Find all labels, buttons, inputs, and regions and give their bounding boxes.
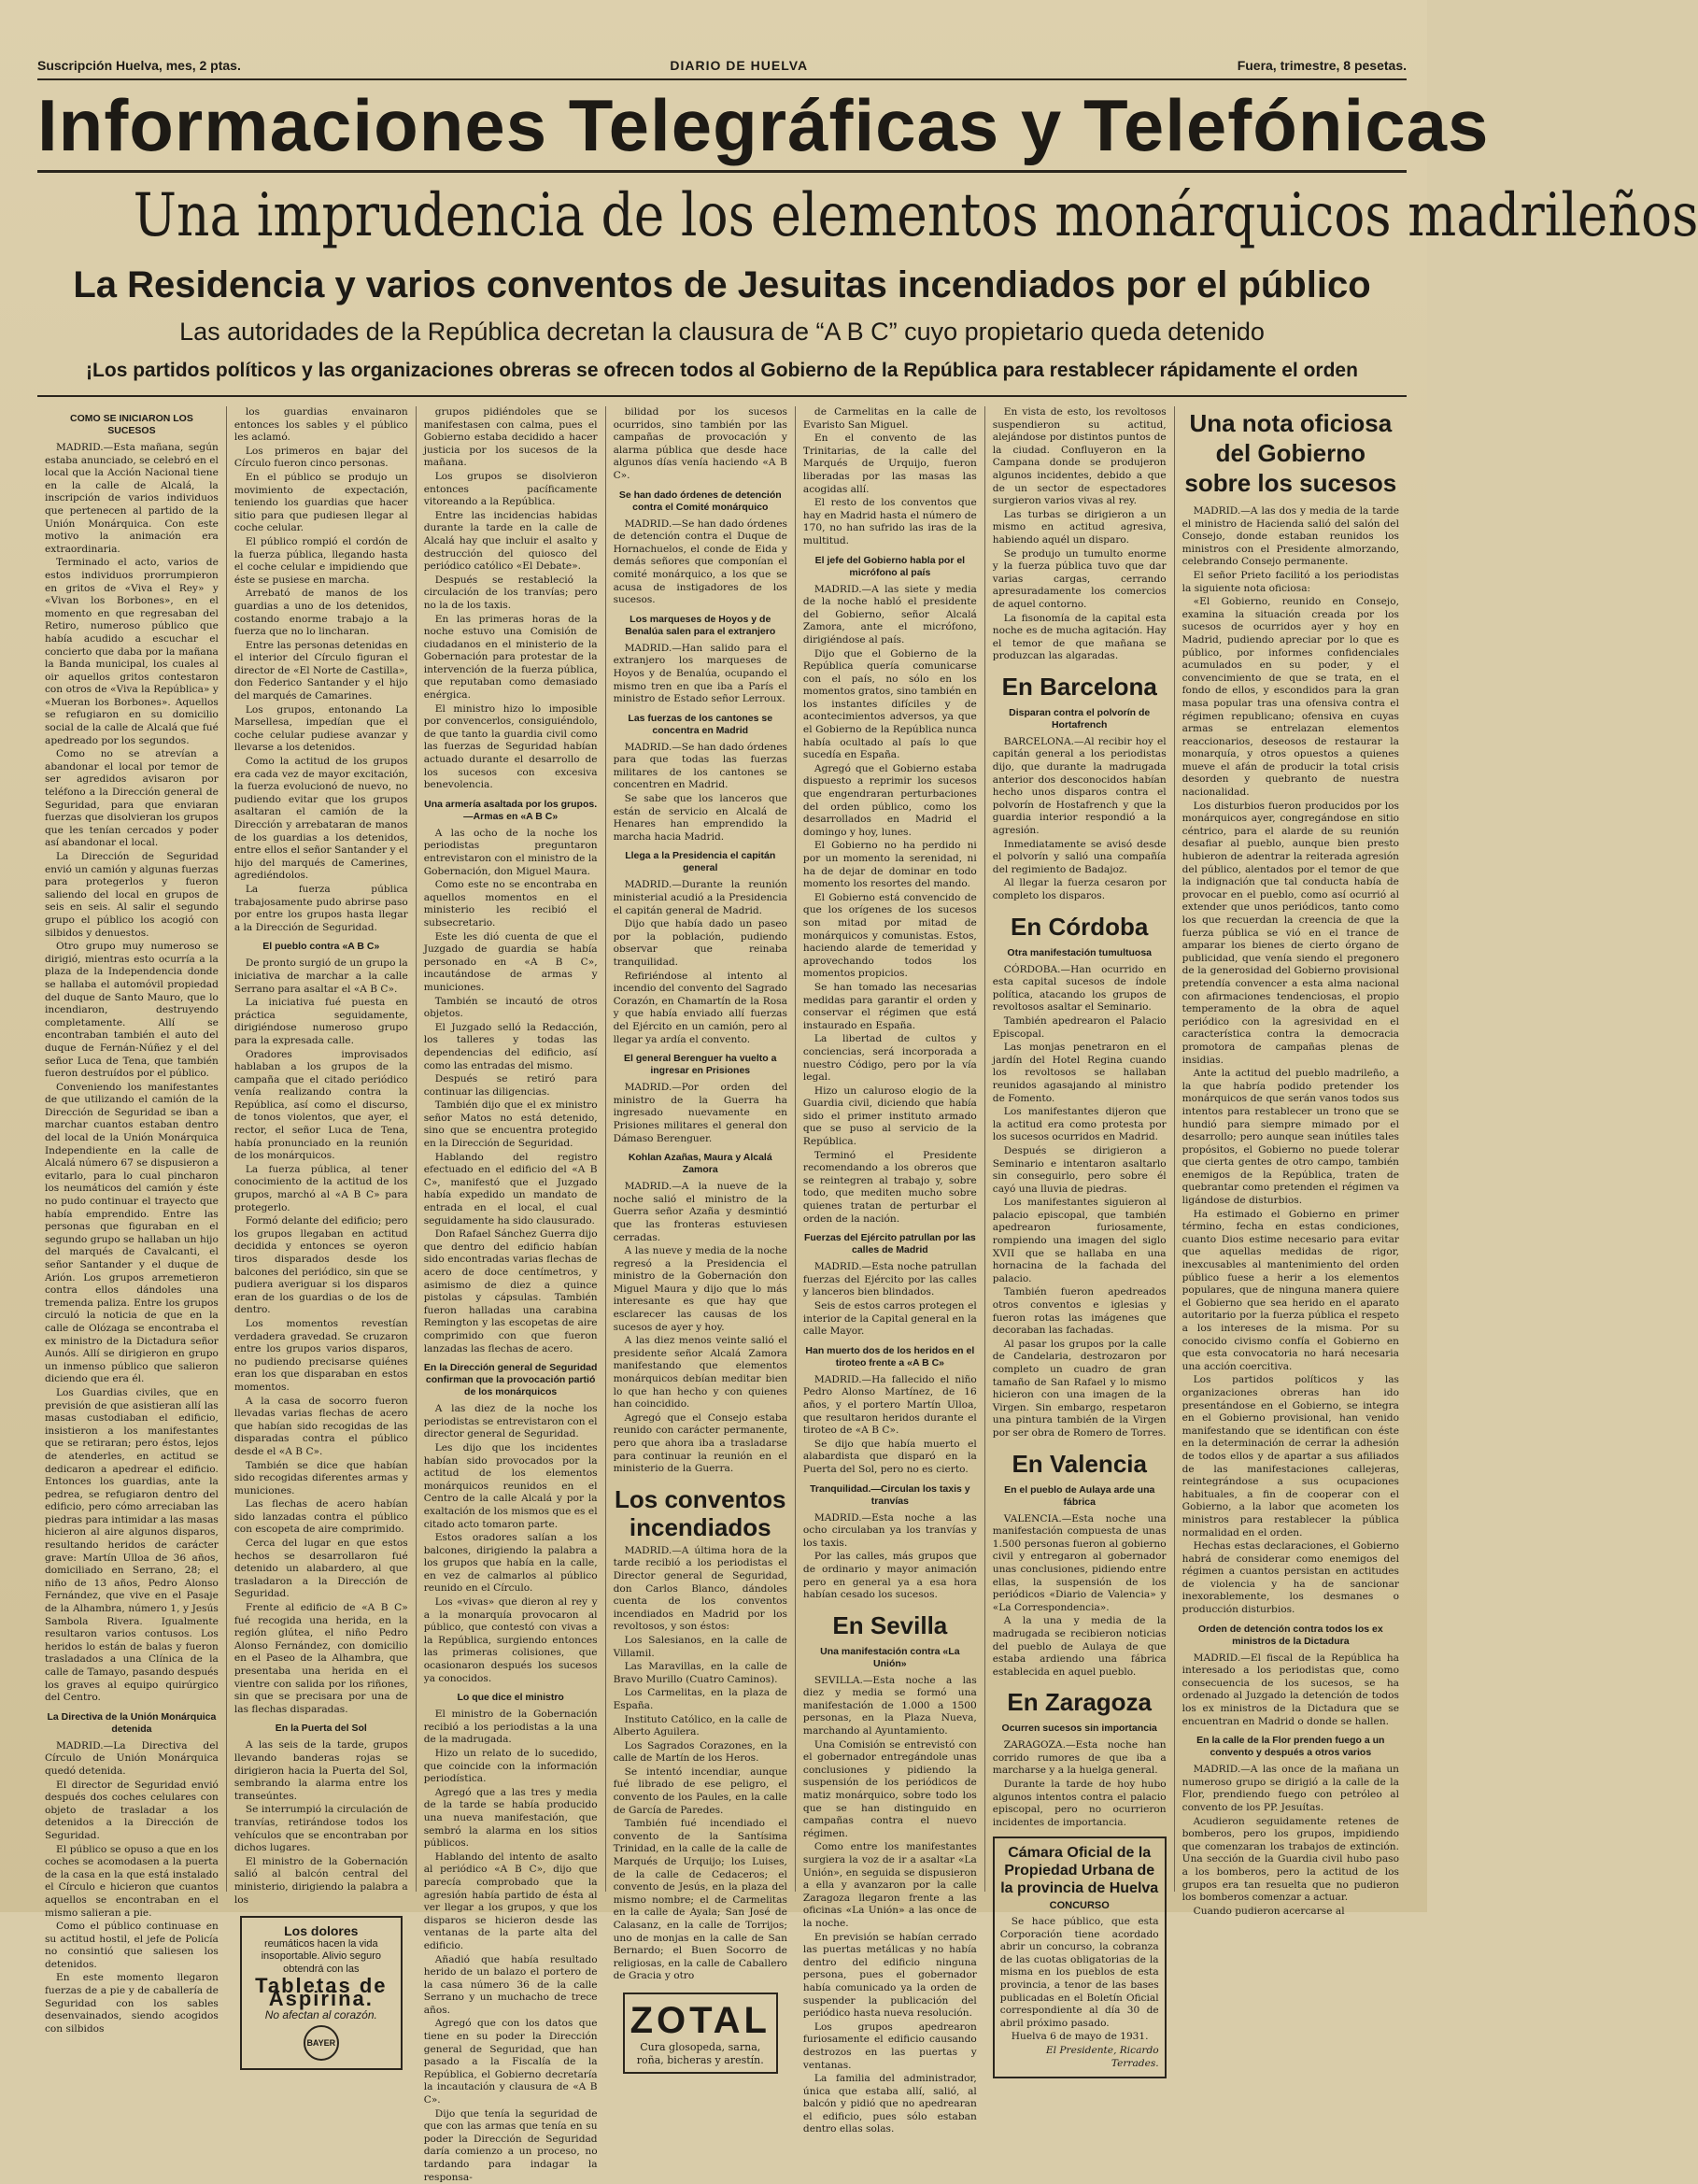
ad-text: Cura glosopeda, sarna, roña, bicheras y arestín. xyxy=(636,2040,764,2066)
paragraph: Agregó que a las tres y media de la tarde se había producido una nueva manifestación, que sembró la alarma en los sitios públicos. xyxy=(423,1786,598,1850)
paragraph: El público se opuso a que en los coches se acomodasen a la puerta de la casa en la que está instalado el Círculo e hicieron que cuantos aquellos se encontraban en el mismo salieran a pie. xyxy=(45,1843,219,1919)
paragraph: SEVILLA.—Esta noche a las diez y media se formó una manifestación de 1.000 a 1500 personas, en la Plaza Nueva, marchando al Ayuntamiento. xyxy=(802,1674,977,1737)
subheading: Las fuerzas de los cantones se concentra en Madrid xyxy=(628,712,773,736)
paragraph: Después se restableció la circulación de los tranvías; pero no la de los taxis. xyxy=(423,574,598,611)
section-heading: En Sevilla xyxy=(832,1610,948,1639)
paragraph: También fueron apedreados otros conventos e iglesias y fueron rotas las imágenes que decoraban las fachadas. xyxy=(992,1286,1167,1337)
paragraph: Como el público continuase en su actitud hostil, el jefe de Policía no consintió que saliesen los detenidos. xyxy=(45,1921,219,1970)
subheading: Disparan contra el polvorín de Hortafrench xyxy=(1009,706,1151,730)
subheading: Otra manifestación tumultuosa xyxy=(1007,946,1153,958)
subheading: Llega a la Presidencia el capitán general xyxy=(625,850,776,874)
subheading: Orden de detención contra todos los ex ministros de la Dictadura xyxy=(1197,1623,1383,1647)
column-3 xyxy=(417,406,606,2183)
paragraph: MADRID.—A las siete y media de la noche habló el presidente del Gobierno, señor Alcalá Zamora, ante el micrófono, dirigiéndose al país. xyxy=(802,583,977,645)
column-2 xyxy=(227,406,417,2049)
paragraph: Entre las personas detenidas en el interior del Círculo figuran el director de «El Norte de Castilla», don Federico Santander y el hijo del marqués de Camarines. xyxy=(233,639,408,702)
paragraph: La fuerza pública, al tener conocimiento de la actitud de los grupos, marchó al «A B C» para protegerlo. xyxy=(233,1163,408,1213)
subheading: Kohlan Azañas, Maura y Alcalá Zamora xyxy=(628,1152,772,1176)
paragraph: A las ocho de la noche los periodistas preguntaron entrevistaron con el ministro de la Gobernación, don Miguel Maura. xyxy=(423,827,598,877)
paragraph: Como la actitud de los grupos era cada vez de mayor excitación, la fuerza evolucionó de nuevo, no pudiendo evitar que los grupos asaltaran el camión de la Dirección y arrebataran de manos de los guardias a los detenidos, entre ellos el señor Santander y el hijo del marqués de Camerines, agrediéndolos. xyxy=(233,756,408,882)
paragraph: Ante la actitud del pueblo madrileño, a la que habría podido pretender los monárquicos de que serán vanos todos sus intentos para restablecer un trono que se hundió para siempre mimado por el desarrollo; pero aunque sean inútiles tales propósitos, el Gobierno no puede tolerar que cierta gentes de otro campo, también enemigos de la República, traten de quebrantar como pretenden el régimen va ligándose de disturbios. xyxy=(1182,1068,1399,1207)
paragraph: Frente al edificio de «A B C» fué recogida una herida, en la región glútea, el niño Pedro Alonso Fernández, con domicilio en el Paseo de la Alhambra, que presentaba una herida en el vientre con salida por los riñones, sin que se precisara por una de las flechas disparadas. xyxy=(233,1602,408,1715)
paragraph: Cerca del lugar en que estos hechos se desarrollaron fué detenido un alabardero, al que trasladaron a la Dirección de Seguridad. xyxy=(233,1538,408,1600)
paragraph: Se produjo un tumulto enorme y la fuerza pública tuvo que dar varias cargas, cerrando apresuradamente los comercios de aquel contorno. xyxy=(992,547,1167,610)
newspaper-name: DIARIO DE HUELVA xyxy=(670,58,809,73)
column-6 xyxy=(985,406,1175,2069)
paragraph: El Juzgado selló la Redacción, los talleres y todas las dependencias del edificio, así como las entradas del mismo. xyxy=(423,1021,598,1071)
paragraph: «El Gobierno, reunido en Consejo, examina la situación creada por los sucesos de ocurridos ayer y hoy en Madrid, pudiendo apreciar por lo que es público, por informes confidenciales acumulados en su poder, y el convencimiento de que se trata, en el fondo de ellos, y escondidos para la gran masa popular tras una ofensiva contra el régimen republicano; ofensiva en cuyas armas se entrelazan elementos reaccionarios, deseosos de restaurar la monarquía, y otros opuestos a quienes mueve el afán de producir la total crisis desorden y quebranto de nuestra nacionalidad. xyxy=(1182,596,1399,799)
paragraph: Al pasar los grupos por la calle de Candelaria, destrozaron por completo un cuadro de gran tamaño de San Rafael y lo mismo hicieron con una imagen de la Virgen. Sin embargo, respetaron una pintura también de la Virgen por ser obra de Romero de Torres. xyxy=(992,1338,1167,1439)
paragraph: MADRID.—A las dos y media de la tarde el ministro de Hacienda salió del salón del Consejo, donde estaban reunidos los ministros con el Presidente almorzando, celebrando Consejo permanente. xyxy=(1182,505,1399,568)
paragraph: Conveniendo los manifestantes de que utilizando el camión de la Dirección de Seguridad se iban a marchar cuantos estaban dentro del local de la Unión Monárquica Independiente en la calle de Alcalá número 67 se dispusieron a evitarlo, para lo cual pincharon los neumáticos del camión y éste no pudo continuar el trayecto que había emprendido. Entre las personas que figuraban en el segundo grupo se hallaban un hijo del marqués de Cavalcanti, el señor Santander y el duque de Arión. Los grupos arremetieron contra ellos dándoles una tremenda paliza. Entre los grupos circuló la noticia de que en la calle de Olózaga se encontraba el ex ministro de la Dictadura señor Aunós. Allí se dirigieron en grupo un inmenso público que salieron diciendo que era él. xyxy=(45,1081,219,1385)
paragraph: Los Sagrados Corazones, en la calle de Martín de los Heros. xyxy=(613,1739,787,1765)
paragraph: Se dijo que había muerto el alabardista que disparó en la Puerta del Sol, pero no es cierto. xyxy=(802,1438,977,1475)
paragraph: Arrebató de manos de los guardias a uno de los detenidos, costando enorme trabajo a la fuerza que no lo lincharan. xyxy=(233,588,408,638)
section-heading: Una nota oficiosa del Gobierno sobre los sucesos xyxy=(1184,409,1397,497)
paragraph: Formó delante del edificio; pero los grupos llegaban en actitud decidida y entonces se oyeron tiros disparados desde los balcones del periódico, sin que se pudiera averiguar si los disparos eran de los guardias o de los de dentro. xyxy=(233,1215,408,1316)
subheading: La Directiva de la Unión Monárquica detenida xyxy=(47,1710,217,1735)
paragraph: Los Carmelitas, en la plaza de España. xyxy=(613,1687,787,1711)
paragraph: La fuerza pública trabajosamente pudo abrirse paso por entre los grupos hasta llegar a la Dirección de Seguridad. xyxy=(233,883,408,933)
paragraph: La fisonomía de la capital esta noche es de mucha agitación. Hay el temor de que mañana se produzcan las algaradas. xyxy=(992,612,1167,662)
paragraph: MADRID.—Por orden del ministro de la Guerra ha ingresado nuevamente en Prisiones militares el general don Dámaso Berenguer. xyxy=(613,1082,787,1144)
section-title: Informaciones Telegráficas y Telefónicas xyxy=(37,82,1407,173)
paragraph: Los grupos, entonando La Marsellesa, impedían que el coche celular pudiese avanzar y llevarse a los detenidos. xyxy=(233,703,408,754)
paragraph: Estos oradores salían a los balcones, dirigiendo la palabra a los grupos que había en la calle, en vez de calmarlos al público reunido en el Círculo. xyxy=(423,1532,598,1595)
paragraph: Agregó que el Consejo estaba reunido con carácter permanente, pero que ahora iba a trasladarse para continuar la reunión en el ministerio de la Guerra. xyxy=(613,1411,787,1475)
paragraph: Los primeros en bajar del Círculo fueron cinco personas. xyxy=(233,445,408,470)
paragraph: También apedrearon el Palacio Episcopal. xyxy=(992,1014,1167,1040)
subheading: COMO SE INICIARON LOS SUCESOS xyxy=(70,413,193,436)
notice-subtitle: CONCURSO xyxy=(1049,1900,1110,1912)
paragraph: Otro grupo muy numeroso se dirigió, mientras esto ocurría a la plaza de la Independencia donde se hallaba el automóvil propiedad del duque de Santo Mauro, que lo incendiaron, destruyendo completamente. Allí se encontraban también el auto del duque de Fernán-Núñez y el del señor Luca de Tena, que también fueron destruídos por el público. xyxy=(45,941,219,1080)
paragraph: Los disturbios fueron producidos por los monárquicos ayer, congregándose en sitio céntrico, para el alarde de su reunión desafiar al pueblo, aunque bien presto hubieron de adentrar la reiterada agresión del público, alentados por el temor de que la indignación que tal conducta había de provocar en el pueblo, como así ocurrió al extender que unos periódicos, tanto como los que recuerdan la creencia de que la fuerza pública se vió en el trance de amparar los bienes de cierto órgano de publicidad, que venía siendo el pregonero de la generosidad del Gobierno provisional pretendía convencer a esta alma nacional con afirmaciones tendenciosas, el propio temperamento de la obra de aquel periódico con la agresividad en el característica contra la democracia promotora de campañas plenas de insidias. xyxy=(1182,800,1399,1066)
paragraph: El Gobierno no ha perdido ni por un momento la serenidad, ni ha de dejar de dominar en todo momento los resortes del mando. xyxy=(802,840,977,890)
column-1 xyxy=(37,406,227,2035)
paragraph: MADRID.—La Directiva del Círculo de Unión Monárquica quedó detenida. xyxy=(45,1739,219,1777)
paragraph: MADRID.—Han salido para el extranjero los marqueses de Hoyos y de Benalúa, ocupando el mismo tren en que iba a París el ministro de Estado señor Lerroux. xyxy=(613,642,787,705)
paragraph: Los «vivas» que dieron al rey y a la monarquía provocaron al público, que contestó con vivas a la República, surgiendo entonces las primeras colisiones, que ocasionaron después los sucesos ya conocidos. xyxy=(423,1596,598,1684)
subheading: El general Berenguer ha vuelto a ingresar en Prisiones xyxy=(624,1053,777,1077)
paragraph: A las seis de la tarde, grupos llevando banderas rojas se dirigieron hacia la Puerta del Sol, sembrando la alarma entre los transeúntes. xyxy=(233,1739,408,1802)
paragraph: La libertad de cultos y conciencias, será incorporada a nuestro Código, pero por la vía legal. xyxy=(802,1033,977,1084)
paragraph: Los partidos políticos y las organizaciones obreras han ido presentándose en el Gobierno, se integra en el Gobierno provisional, han venido manifestando que se identifican con éste en la determinación de cerrar la adhesión de todos ellos y de apartar a sus afiliados de las manifestaciones callejeras, reintegrándose a sus ocupaciones habituales, a fin de cooperar con el Gobierno, a la labor que acometen los ministros para restablecer la pública normalidad en el orden. xyxy=(1182,1374,1399,1539)
ad-text: reumáticos hacen la vida insoportable. Alivio seguro obtendrá con las xyxy=(261,1937,381,1975)
paragraph: ZARAGOZA.—Esta noche han corrido rumores de que iba a marcharse y a la huelga general. xyxy=(992,1739,1167,1777)
masthead xyxy=(37,56,1407,80)
paragraph: Acudieron seguidamente retenes de bomberos, pero los grupos, impidiendo que comenzaran los trabajos de extinción. Una sección de la Guardia civil hubo paso a los bomberos, pero la actitud de los grupos era tan resuelta que no pudieron los bomberos comenzar a actuar. xyxy=(1182,1815,1399,1904)
section-heading: En Barcelona xyxy=(1001,672,1157,701)
paragraph: Agregó que el Gobierno estaba dispuesto a reprimir los sucesos que engendraran perturbaciones del orden público, como los desarrollados en Madrid el domingo y hoy, lunes. xyxy=(802,762,977,838)
paragraph: MADRID.—Ha fallecido el niño Pedro Alonso Martínez, de 16 años, y el portero Martín Ulloa, que resultaron heridos durante el tiroteo de «A B C». xyxy=(802,1373,977,1437)
column-4 xyxy=(606,406,796,2066)
paragraph: En las primeras horas de la noche estuvo una Comisión de ciudadanos en el ministerio de la Gobernación para protestar de la intervención de la fuerza pública, que reputaban como demasiado enérgica. xyxy=(423,613,598,702)
paragraph: Al llegar la fuerza cesaron por completo los disparos. xyxy=(992,877,1167,901)
headline-quaternary: ¡Los partidos políticos y las organizaciones obreras se ofrecen todos al Gobierno de la República para restablecer rápidamente el orden xyxy=(37,352,1407,397)
paragraph: Don Rafael Sánchez Guerra dijo que dentro del edificio habían sido encontradas varias flechas de acero de doce centímetros, y asimismo de diez a quince pistolas y cápsulas. También fueron halladas una carabina Remington y las escopetas de aire comprimido con que fueron lanzadas las flechas de acero. xyxy=(423,1228,598,1354)
paragraph: Los momentos revestían verdadera gravedad. Se cruzaron entre los grupos varios disparos, no pudiendo precisarse quiénes eran los que disparaban en estos momentos. xyxy=(233,1317,408,1393)
paragraph: En el convento de las Trinitarias, de la calle del Marqués de Urquijo, fueron liberadas por las masas las acogidas allí. xyxy=(802,433,977,495)
notice-date: Huelva 6 de mayo de 1931. xyxy=(1011,2031,1149,2043)
subheading: El pueblo contra «A B C» xyxy=(262,941,380,953)
paragraph: El ministro hizo lo imposible por convencerlos, consiguiéndolo, de que tanto la guardia civil como las fuerzas de Seguridad habían actuado durante el desarrollo de los sucesos con excesiva benevolencia. xyxy=(423,702,598,791)
subheading: Fuerzas del Ejército patrullan por las calles de Madrid xyxy=(803,1232,976,1256)
paragraph: El público rompió el cordón de la fuerza pública, llegando hasta el coche celular e impidiendo que éste se pusiese en marcha. xyxy=(233,535,408,586)
paragraph: Entre las incidencias habidas durante la tarde en la calle de Alcalá hay que incluir el asalto y destrucción del quiosco del periódico católico «El Debate». xyxy=(423,509,598,573)
paragraph: Seis de estos carros protegen el interior de la Capital general en la calle Mayor. xyxy=(802,1300,977,1338)
paragraph: El Gobierno está convencido de que los orígenes de los sucesos son mitad por mitad de monárquicos y comunistas. Estos, haciendo alarde de temeridad y aprovechando todos los momentos propicios. xyxy=(802,891,977,980)
paragraph: Dijo que tenía la seguridad de que con las armas que tenía en su poder la Dirección de Seguridad daría comienzo a un proceso, no tardando para indagar la responsa- xyxy=(423,2107,598,2183)
paragraph: Hechas estas declaraciones, el Gobierno habrá de considerar como enemigos del régimen a cuantos persistan en actitudes de violencia y ha de sancionar inexorablemente, los desmanes o producción disturbios. xyxy=(1182,1540,1399,1616)
paragraph: Los Salesianos, en la calle de Villamil. xyxy=(613,1634,787,1659)
paragraph: Las turbas se dirigieron a un mismo en actitud agresiva, habiendo aquél un disparo. xyxy=(992,508,1167,546)
paragraph: Las monjas penetraron en el jardín del Hotel Regina cuando los revoltosos se hallaban reunidos agasajando al ministro de Fomento. xyxy=(992,1042,1167,1104)
zotal-advertisement xyxy=(623,1993,778,2074)
paragraph: Les dijo que los incidentes habían sido provocados por la actitud de los elementos monárquicos reunidos en el Centro de la calle Alcalá y por la exaltación de los mismos que es el citado acto tomaron parte. xyxy=(423,1441,598,1530)
paragraph: En este momento llegaron fuerzas de a pie y de caballería de Seguridad con los sables desenvainados, siendo acogidos con silbidos xyxy=(45,1972,219,2035)
subheading: Una armería asaltada por los grupos.—Armas en «A B C» xyxy=(424,798,598,822)
paragraph: MADRID.—Se han dado órdenes de detención contra el Duque de Hornachuelos, el conde de Eida y demás señores que componían el comité monárquico, a los que se acusa de instigadores de los sucesos. xyxy=(613,518,787,606)
aspirin-advertisement xyxy=(240,1916,403,2070)
section-heading: En Córdoba xyxy=(1011,912,1149,941)
paragraph: El resto de los conventos que hay en Madrid hasta el número de 170, no han sufrido las iras de la multitud. xyxy=(802,497,977,546)
column-5 xyxy=(796,406,985,2135)
headline-tertiary: Las autoridades de la República decretan la clausura de “A B C” cuyo propietario queda detenido xyxy=(179,318,1265,346)
section-heading: Los conventos incendiados xyxy=(615,1484,786,1541)
column-7 xyxy=(1175,406,1407,1917)
paragraph: BARCELONA.—Al recibir hoy el capitán general a los periodistas dijo, que durante la madrugada anterior dos desconocidos habían hecho unos disparos contra el polvorín de Hostafrench y que la guardia interior respondió a la agresión. xyxy=(992,735,1167,837)
paragraph: de Carmelitas en la calle de Evaristo San Miguel. xyxy=(802,406,977,431)
paragraph: MADRID.—Esta noche patrullan fuerzas del Ejército por las calles y lanceros bien blindados. xyxy=(802,1261,977,1298)
headline-primary: Una imprudencia de los elementos monárquicos madrileños xyxy=(133,181,1698,250)
paragraph: Los grupos apedrearon furiosamente el edificio causando destrozos en las puertas y ventanas. xyxy=(802,2021,977,2071)
paragraph: Hablando del intento de asalto al periódico «A B C», dijo que parecía comprobado que la agresión había partido de ésta al ver llegar a los grupos, y que los disparos se hicieron desde las ventanas de la parte alta del edificio. xyxy=(423,1851,598,1951)
paragraph: Añadió que había resultado herido de un balazo el portero de la casa número 36 de la calle Serrano y un muchacho de trece años. xyxy=(423,1953,598,2016)
paragraph: Los manifestantes siguieron al palacio episcopal, que también apedrearon furiosamente, rompiendo una imagen del siglo XVII que se hallaba en una hornacina de la fachada del palacio. xyxy=(992,1197,1167,1284)
paragraph: En previsión se habían cerrado las puertas metálicas y no había dentro del edificio ninguna persona, pues el gobernador había comunicado ya la orden de suspender la publicación del periódico hasta nueva resolución. xyxy=(802,1931,977,2020)
paragraph: A las diez menos veinte salió el presidente señor Alcalá Zamora manifestando que elementos monárquicos debían meditar bien lo que han hecho y con quienes han coincidido. xyxy=(613,1335,787,1411)
paragraph: El ministro de la Gobernación recibió a los periodistas a la una de la madrugada. xyxy=(423,1709,598,1746)
paragraph: Refiriéndose al intento al incendio del convento del Sagrado Corazón, en Chamartín de la Rosa y que había enviado allí fuerzas del Ejército en un camión, pero al llegar ya ardía el convento. xyxy=(613,970,787,1045)
paragraph: Se interrumpió la circulación de tranvías, retirándose todos los vehículos que se encontraban por dichos lugares. xyxy=(233,1804,408,1854)
paragraph: El ministro de la Gobernación salió al balcón central del ministerio, dirigiendo la palabra a los xyxy=(233,1855,408,1906)
ad-brand: ZOTAL xyxy=(630,1999,771,2041)
paragraph: También se dice que habían sido recogidas diferentes armas y municiones. xyxy=(233,1459,408,1496)
paragraph: La familia del administrador, única que estaba allí, salió, al balcón y pidió que no apedrearan el edificio, pues sólo estaban dentro ellas solas. xyxy=(802,2073,977,2135)
subheading: El jefe del Gobierno habla por el micrófono al país xyxy=(814,554,966,578)
paragraph: MADRID.—A última hora de la tarde recibió a los periodistas el Director general de Seguridad, don Carlos Blanco, dándoles cuenta de los conventos incendiados en Madrid por los revoltosos, y son éstos: xyxy=(613,1544,787,1633)
paragraph: Se han tomado las necesarias medidas para garantir el orden y conservar el régimen que está instaurado en España. xyxy=(802,981,977,1031)
subheading: Tranquilidad.—Circulan los taxis y tranvías xyxy=(810,1482,970,1507)
paragraph: A la casa de socorro fueron llevadas varias flechas de acero que habían sido recogidas de las disparadas contra el público desde el «A B C». xyxy=(233,1395,408,1457)
paragraph: MADRID.—Durante la reunión ministerial acudió a la Presidencia el capitán general de Madrid. xyxy=(613,879,787,916)
headline-secondary: La Residencia y varios conventos de Jesuitas incendiados por el público xyxy=(73,264,1371,305)
paragraph: Durante la tarde de hoy hubo algunos intentos contra el palacio episcopal, pero no ocurrieron incidentes de importancia. xyxy=(992,1779,1167,1828)
subheading: Ocurren sucesos sin importancia xyxy=(1001,1723,1157,1735)
paragraph: los guardias envainaron entonces los sables y el público les aclamó. xyxy=(233,406,408,444)
paragraph: Los Guardias civiles, que en previsión de que asistieran allí las masas custodiaban el edificio, insistieron a los manifestantes que se retiraran; pero éstos, lejos de atenderles, en actitud se dedicaron a apedrear el edificio. Entonces los guardias, ante la pedrea, se refugiaron dentro del edificio, pero cómo arreciaban las piedras para intimidar a las masas hicieron al aire algunos disparos, resultando heridos de carácter grave: Martín Ulloa de 36 años, domiciliado en Serrano, 28; el niño de 13 años, Pedro Alonso Fernández, que vive en el Pasaje de la Alhambra, número 1, y Jesús Sambola Rivera. Igualmente resultaron varios contusos. Los heridos lo están de balas y fueron trasladados a una Clínica de la calle de Tamayo, pasando después los graves al equipo quirúrgico del Centro. xyxy=(45,1386,219,1704)
paragraph: Hizo un relato de lo sucedido, que coincide con la información periodística. xyxy=(423,1748,598,1785)
subheading: En la Puerta del Sol xyxy=(275,1723,367,1735)
subheading: En la Dirección general de Seguridad confirman que la provocación partió de los monárquicos xyxy=(423,1362,598,1398)
paragraph: También dijo que el ex ministro señor Matos no está detenido, sino que se encuentra protegido en la Dirección de Seguridad. xyxy=(423,1099,598,1150)
paragraph: Se sabe que los lanceros que están de servicio en Alcalá de Henares han emprendido la marcha hacia Madrid. xyxy=(613,793,787,843)
paragraph: También fué incendiado el convento de la Santísima Trinidad, en la calle de la calle de Marqués de Urquijo; los Luises, de la calle de Cedaceros; el convento de Jesús, en la plaza del mismo nombre; el de Carmelitas en la calle de Ayala; San José de Calasanz, en la calle de Torrijos; uno de monjas en la calle de San Bernardo; el Buen Socorro de religiosas, en la calle de Caballero de Gracia y otro xyxy=(613,1818,787,1982)
section-heading: En Zaragoza xyxy=(1007,1688,1152,1717)
paragraph: grupos pidiéndoles que se manifestasen con calma, pues el Gobierno estaba decidido a hacer justicia por los sucesos de la mañana. xyxy=(423,406,598,469)
paragraph: En el público se produjo un movimiento de expectación, teniendo los guardias que hacer sitio para que pudiesen llegar al coche celular. xyxy=(233,471,408,534)
paragraph: Oradores improvisados hablaban a los grupos de la campaña que el citado periódico venía realizando contra la República, así como el discurso, de tonos violentos, que ayer, el rector, el señor Luca de Tena, había pronunciado en la reunión de los monárquicos. xyxy=(233,1048,408,1162)
paragraph: MADRID.—Esta mañana, según estaba anunciado, se celebró en el local que la Acción Nacional tiene en la calle de Alcalá, la inscripción de varios individuos que pertenecen al partido de la Unión Monárquica. Con este motivo la animación era extraordinaria. xyxy=(45,442,219,555)
subheading: Los marqueses de Hoyos y de Benalúa salen para el extranjero xyxy=(625,613,776,637)
ad-brand: Tabletas de Aspirina. xyxy=(255,1974,388,2011)
article-columns xyxy=(37,406,1407,2183)
ad-tagline: No afectan al corazón. xyxy=(264,2007,377,2021)
paragraph: El señor Prieto facilitó a los periodistas la siguiente nota oficiosa: xyxy=(1182,569,1399,594)
paragraph: A la una y media de la madrugada se recibieron noticias del pueblo de Aulaya de que estaba ardiendo una fábrica establecida en aquel pueblo. xyxy=(992,1615,1167,1678)
subheading: En la calle de la Flor prenden fuego a un convento y después a otros varios xyxy=(1196,1735,1385,1759)
paragraph: Este les dió cuenta de que el Juzgado de guardia se había personado en «A B C», incautándose de armas y municiones. xyxy=(423,930,598,993)
paragraph: Cuando pudieron acercarse al xyxy=(1193,1905,1345,1917)
paragraph: También se incautó de otros objetos. xyxy=(423,995,598,1020)
paragraph: VALENCIA.—Esta noche una manifestación compuesta de unas 1.500 personas fueron al gobierno civil y entregaron al gobernador unas conclusiones, pidiendo entre ellas, la suspensión de los periódicos «Diario de Valencia» y «La Correspondencia». xyxy=(992,1512,1167,1613)
paragraph: Después se dirigieron a Seminario e intentaron asaltarlo sin conseguirlo, pero sobre él cayó una lluvia de piedras. xyxy=(992,1144,1167,1195)
notice-title: Cámara Oficial de la Propiedad Urbana de la provincia de Huelva xyxy=(1000,1845,1159,1897)
paragraph: Como este no se encontraba en aquellos momentos en el ministerio les recibió el subsecretario. xyxy=(423,879,598,929)
paragraph: MADRID.—Se han dado órdenes para que todas las fuerzas militares de los cantones se concentren en Madrid. xyxy=(613,741,787,791)
paragraph: MADRID.—A la nueve de la noche salió el ministro de la Guerra señor Azaña y desmintió que las fronteras estuviesen cerradas. xyxy=(613,1181,787,1243)
paragraph: Por las calles, más grupos que de ordinario y mayor animación pero en general ya a esa hora habían cesado los sucesos. xyxy=(802,1551,977,1601)
paragraph: Se hace público, que esta Corporación tiene acordado abrir un concurso, la cobranza de las cuotas obligatorias de la misma en los pueblos de esta provincia, a tenor de las bases publicadas en el Boletín Oficial correspondiente al día 30 de abril próximo pasado. xyxy=(999,1916,1159,2029)
paragraph: De pronto surgió de un grupo la iniciativa de marchar a la calle Serrano para asaltar el «A B C». xyxy=(233,957,408,995)
paragraph: Las flechas de acero habían sido lanzadas contra el público con escopeta de aire comprimido. xyxy=(233,1498,408,1536)
paragraph: Después se retiró para continuar las diligencias. xyxy=(423,1073,598,1098)
paragraph: Instituto Católico, en la calle de Alberto Aguilera. xyxy=(613,1713,787,1738)
paragraph: La iniciativa fué puesta en práctica seguidamente, dirigiéndose numeroso grupo para la expresada calle. xyxy=(233,997,408,1046)
chamber-notice xyxy=(993,1837,1167,2078)
paragraph: El director de Seguridad envió después dos coches celulares con objeto de trasladar a los detenidos a la Dirección de Seguridad. xyxy=(45,1779,219,1841)
paragraph: Terminado el acto, varios de estos individuos prorrumpieron en gritos de «Viva el Rey» y «Vivan los Borbones», en el momento en que regresaban del Retiro, numeroso público que había acudido a escuchar el concierto que daba por la mañana la Banda municipal, los cuales al oir aquellos gritos contestaron con otros de «Viva la República» y «Mueran los Borbones». Aquellos se refugiaron en su domicilio social de la calle de Alcalá que fué apedreado por los segundos. xyxy=(45,557,219,746)
paragraph: Como no se atrevían a abandonar el local por temor de ser agredidos avisaron por teléfono a la Dirección general de Seguridad, para que enviaran fuerzas que disolvieran los grupos que les tenían cercados y poder así abandonar el local. xyxy=(45,748,219,849)
subheading: En el pueblo de Aulaya arde una fábrica xyxy=(1004,1483,1155,1508)
paragraph: Hablando del registro efectuado en el edificio del «A B C», manifestó que el Juzgado había expedido un mandato de entrada en el local, el cual seguidamente ha sido clausurado. xyxy=(423,1151,598,1227)
subheading: Lo que dice el ministro xyxy=(457,1692,564,1704)
ad-heading: Los dolores xyxy=(284,1923,359,1939)
paragraph: En vista de esto, los revoltosos suspendieron su actitud, alejándose por distintos puntos de la ciudad. Confluyeron en la Campana donde se produjeron algunos incidentes, debido a que de un sector de espectadores surgieron varios vivas al rey. xyxy=(992,406,1167,507)
paragraph: MADRID.—El fiscal de la República ha interesado a los periodistas que, como consecuencia de los sucesos, se ha ordenado al Juzgado la detención de todos los ex ministros de la Dictadura que se encuentran en Madrid o donde se hallen. xyxy=(1182,1652,1399,1727)
paragraph: Hizo un caluroso elogio de la Guardia civil, diciendo que había sido el primer instituto armado que se puso al servicio de la República. xyxy=(802,1085,977,1148)
paragraph: A las nueve y media de la noche regresó a la Presidencia el ministro de la Gobernación don Miguel Maura y dijo que lo más interesante es que hay que esclarecer las causas de los sucesos de ayer y hoy. xyxy=(613,1245,787,1333)
bayer-cross-logo: BAYER xyxy=(304,2025,339,2061)
paragraph: Se intentó incendiar, aunque fué librado de ese peligro, el convento de los Paules, en la calle de García de Paredes. xyxy=(613,1766,787,1816)
subscription-outside: Fuera, trimestre, 8 pesetas. xyxy=(1237,58,1407,73)
subheading: Han muerto dos de los heridos en el tiroteo frente a «A B C» xyxy=(805,1344,975,1369)
subheading: Una manifestación contra «La Unión» xyxy=(820,1645,960,1669)
paragraph: Dijo que había dado un paseo por la población, pudiendo observar que reinaba tranquilidad. xyxy=(613,918,787,968)
paragraph: Como entre los manifestantes surgiera la voz de ir a asaltar «La Unión», en seguida se dispusieron a ella y avanzaron por la calle Zaragoza llegaron frente a las oficinas «La Unión» a las once de la noche. xyxy=(802,1841,977,1929)
paragraph: MADRID.—Esta noche a las ocho circulaban ya los tranvías y los taxis. xyxy=(802,1511,977,1549)
paragraph: A las diez de la noche los periodistas se entrevistaron con el director general de Seguridad. xyxy=(423,1403,598,1440)
paragraph: MADRID.—A las once de la mañana un numeroso grupo se dirigió a la calle de la Flor, prendiendo fuego con petróleo al convento de los PP. Jesuítas. xyxy=(1182,1764,1399,1813)
section-heading: En Valencia xyxy=(1012,1449,1147,1478)
paragraph: Ha estimado el Gobierno en primer término, fecha en estas condiciones, cuanto Dios estime necesario para evitar que aquellas medidas de rigor, inexcusables al mantenimiento del orden público fuese a herir a los elementos populares, que de ninguna manera quiere el Gobierno que sea herido en el aparato autoritario por la fuerza pública el respeto a los intereses de la misma. Por su conocido civismo confía el Gobierno en que esta convocatoria no hará necesaria una acción coercitiva. xyxy=(1182,1208,1399,1372)
paragraph: Los grupos se disolvieron entonces pacíficamente vitoreando a la República. xyxy=(423,470,598,508)
paragraph: Dijo que el Gobierno de la República quería comunicarse con el país, no sólo en los momentos gratos, sino también en los instantes difíciles y de acontecimientos adversos, ya que el Gobierno de la República nunca había ocultado al país lo que sucedía en España. xyxy=(802,647,977,761)
paragraph: Una Comisión se entrevistó con el gobernador entregándole unas conclusiones y pidiendo la suspensión de los periódicos de matiz monárquico, sobre todo los que se han distinguido en campañas contra el nuevo régimen. xyxy=(802,1738,977,1839)
paragraph: Las Maravillas, en la calle de Bravo Murillo (Cuatro Caminos). xyxy=(613,1661,787,1685)
paragraph: Terminó el Presidente recomendando a los obreros que se reintegren al trabajo y, sobre todo, que mediten mucho sobre quienes tratan de perturbar el orden de la nación. xyxy=(802,1149,977,1225)
paragraph: CÓRDOBA.—Han ocurrido en esta capital sucesos de índole política, atacando los grupos de revoltosos asaltar el Seminario. xyxy=(992,963,1167,1014)
paragraph: La Dirección de Seguridad envió un camión y algunas fuerzas para protegerlos y fueron saliendo del local en grupos de seis en seis. Al salir el segundo grupo el público los acogió con silbidos y denuestos. xyxy=(45,851,219,939)
paragraph: Agregó que con los datos que tiene en su poder la Dirección general de Seguridad, que han pasado a la Fiscalía de la República, el Gobierno decretaría la incautación y clausura de «A B C». xyxy=(423,2018,598,2106)
subheading: Se han dado órdenes de detención contra el Comité monárquico xyxy=(618,489,782,513)
subscription-local: Suscripción Huelva, mes, 2 ptas. xyxy=(37,58,241,73)
paragraph: Inmediatamente se avisó desde el polvorín y salió una compañía del regimiento de Badajoz. xyxy=(992,838,1167,875)
paragraph: bilidad por los sucesos ocurridos, sino también por las campañas de provocación y alarma pública que desde hace algunos días venía haciendo «A B C». xyxy=(613,406,787,481)
notice-signature: El Presidente, Ricardo Terrades. xyxy=(1045,2044,1159,2069)
paragraph: Los manifestantes dijeron que la actitud era como protesta por los sucesos ocurridos en Madrid. xyxy=(992,1106,1167,1143)
